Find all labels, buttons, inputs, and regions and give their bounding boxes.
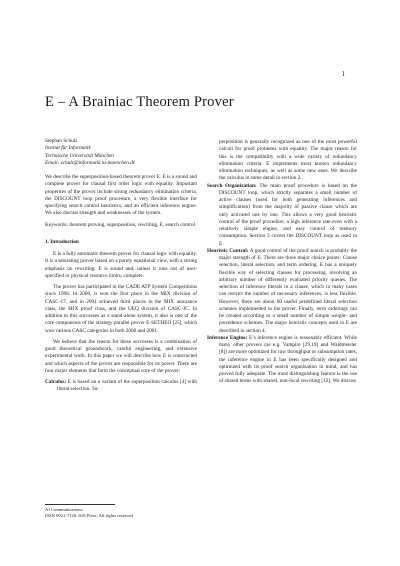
abstract: We describe the superposition-based theorem prover E. E is a sound and complete prover for clausal first order logic with equality. Important properties of the prover include strong redundancy elimination criteria, the DISCOUNT loop proof procedure, a very flexible interface for specifying search control heuristics, and an efficient inference engine. We also discuss strength and weaknesses of the system. — [45, 174, 197, 217]
inference-text: E’s inference engine is reasonably efficient. While many other provers (as e.g. Vampire [29,19] and Waldmeister [8]) are more optimized for raw throughput or subsumption rates, the inference engine in E has been specifically designed and optimized with its proof search organization in mind, and has proved fully adequate. The most distinguishing feature is the use of shared terms with shared, non-local rewriting [12]. We discuss — [219, 334, 357, 385]
search-item — [207, 183, 357, 248]
calculus-text-start: E is based on a variant of the superposition calculus [4] with literal selection. Su- — [57, 379, 197, 393]
footnote-rule — [45, 504, 115, 505]
calculus-continued: perposition is generally recognized as one of the most powerful calculi for proof problems with equality. The major reason for this is the compatibility with a wide variety of redundancy elimination criteria. E implements most known redundancy elimination techniques, as well as some new ones. We describe the calculus in some detail in section 2. — [219, 139, 357, 182]
inference-item — [207, 335, 357, 386]
intro-paragraph-1: E is a fully automatic theorem prover for clausal logic with equality. It is a saturating prover based on a purely equational view, with a strong emphasis on rewriting. E is sound and, unless it runs out of user-specified or physical resource limits, complete. — [45, 251, 197, 279]
affiliation-university: Technische Universität München — [45, 152, 114, 159]
intro-paragraph-3: We believe that the reason for these successes is a combination of good theoretical groundwork, careful engineering, and extensive experimental work. In this paper we will describe how E is constructed and which aspects of the prover are responsible for its power. There are four major elements that form the conceptual core of the prover: — [45, 338, 197, 374]
affiliation-institute: Institut für Informatik — [45, 145, 91, 152]
footnote-journal: AI Communications — [45, 507, 83, 512]
paper-title: E – A Brainiac Theorem Prover — [45, 94, 234, 110]
heuristic-text: A good control of the proof search is probably the major strength of E. There are three major choice points: Clause selection, literal selection, and term ordering. E has a uniquely flexible way of selecting clauses for processing, involving an arbitrary number of differently evaluated priority queues. The selection of inference literals in a clause, which in many cases can restrict the number of necessary inferences, is less flexible. However, there are about 60 useful predefined literal selection schemes implemented in the prover. Finally, term orderings can be created according to a small number of simple weight- and precedence schemes. The major heuristic concepts used in E are described in section 4. — [219, 247, 357, 334]
footnote-issn: ISSN 0921-7126, IOS Press. All rights reserved — [45, 513, 133, 518]
page-number: 1 — [341, 70, 345, 78]
intro-paragraph-2: The prover has participated in the CADE ATP System Competitions since 1998. In 2000, it won the first place in the MIX division of CASC-17, and in 2001 achieved third places in the MIX assurance class, the MIX proof class, and the UEQ division of CASC-JC. In addition to this successes as a stand-alone system, it also is one of the core components of the strategy parallel prover E-SETHEO [25], which won various CASC categories in both 2000 and 2001. — [45, 284, 197, 334]
inference-label: Inference Engine: — [207, 334, 248, 341]
left-column — [45, 138, 197, 394]
search-label: Search Organization: — [207, 182, 257, 189]
calculus-label: Calculus: — [45, 379, 67, 385]
search-text: The main proof procedure is based on the DISCOUNT loop, which strictly separates a small number of active clauses (used for both generating inferences and simplification) from the majority of passive clause which are only activated one by one. This allows a very good heuristic control of the proof procedure, a high inference rate even with a relatively simple engine, and easy control of memory consumption. Section 3 covers the DISCOUNT loop as used in E. — [219, 182, 358, 247]
footnote — [45, 504, 133, 519]
keywords: Keywords: theorem proving, superposition, rewriting, E, search control — [45, 221, 196, 228]
heuristic-item — [207, 248, 357, 335]
heuristic-label: Heuristic Control: — [207, 247, 249, 254]
right-column — [207, 139, 357, 386]
author: Stephan Schulz — [45, 138, 78, 144]
calculus-item — [45, 379, 197, 394]
affiliation-email: Email: schulz@informatik.tu-muenchen.de — [45, 159, 136, 166]
section-heading: 1. Introduction — [45, 238, 79, 245]
